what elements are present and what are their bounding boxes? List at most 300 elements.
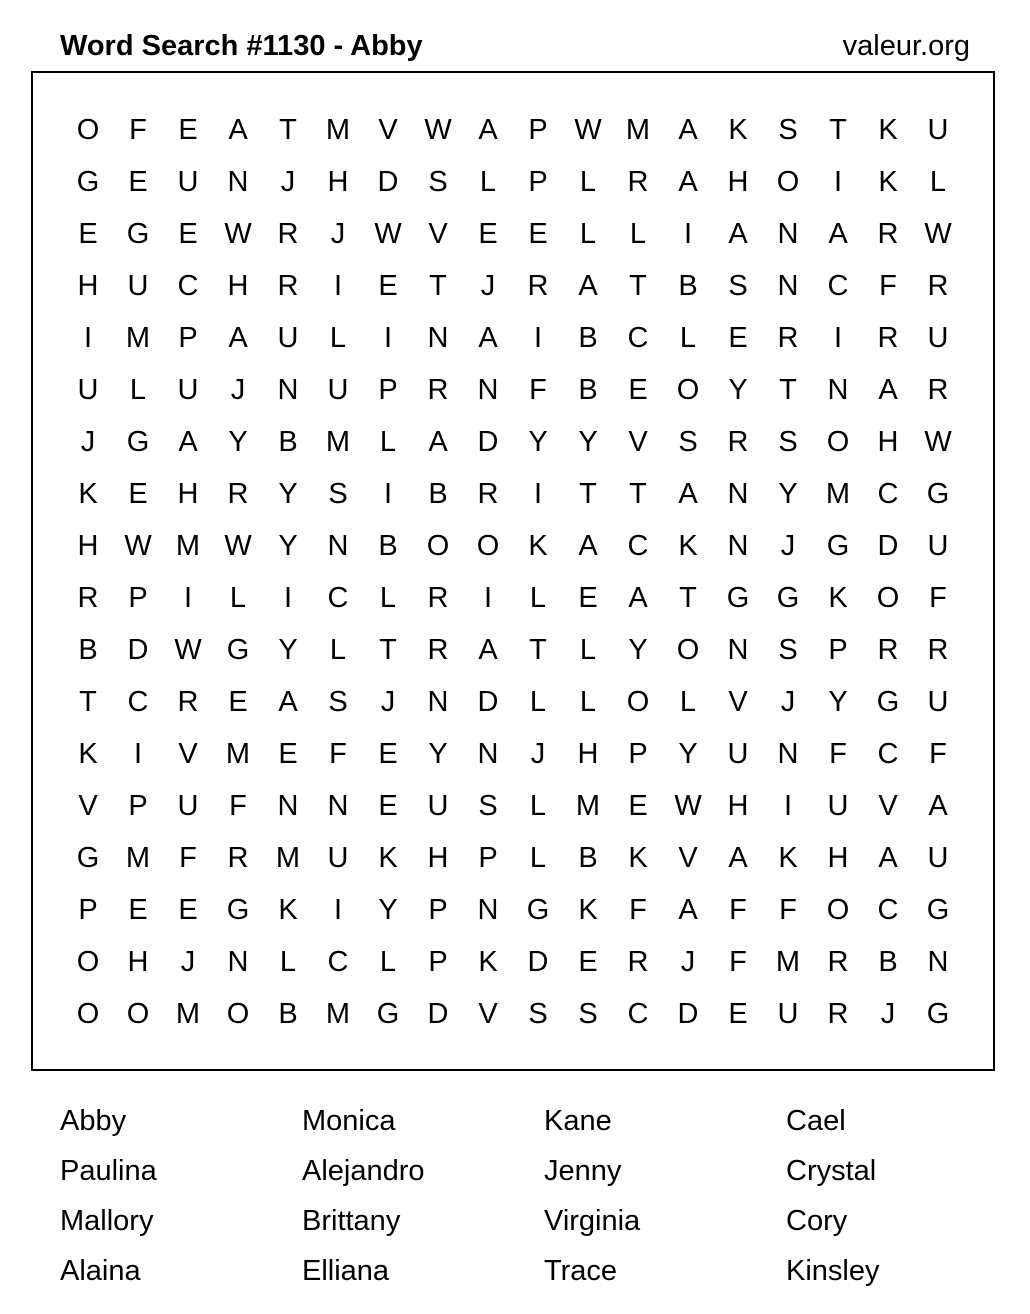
grid-cell: F	[229, 789, 247, 822]
grid-cell: Y	[678, 737, 698, 770]
word-list-item: Elliana	[302, 1255, 390, 1287]
grid-cell: G	[126, 425, 150, 458]
grid-cell: R	[927, 269, 949, 302]
grid-cell: W	[224, 529, 252, 562]
grid-cell: I	[133, 737, 143, 770]
grid-cell: G	[76, 841, 100, 874]
word-list-item: Kinsley	[786, 1255, 880, 1287]
grid-cell: L	[379, 581, 397, 614]
word-list-item: Mallory	[60, 1205, 154, 1237]
grid-cell: D	[677, 997, 699, 1030]
grid-cell: Y	[778, 477, 798, 510]
grid-cell: S	[528, 997, 548, 1030]
grid-cell: E	[628, 373, 648, 406]
grid-cell: Y	[728, 373, 748, 406]
grid-cell: O	[126, 997, 150, 1030]
grid-cell: D	[527, 945, 549, 978]
grid-cell: U	[77, 373, 99, 406]
grid-cell: K	[878, 113, 898, 146]
grid-cell: R	[477, 477, 499, 510]
grid-cell: R	[277, 269, 299, 302]
grid-cell: K	[78, 737, 98, 770]
grid-cell: L	[329, 633, 347, 666]
grid-cell: P	[628, 737, 648, 770]
grid-cell: M	[125, 321, 151, 354]
grid-cell: W	[224, 217, 252, 250]
grid-cell: G	[876, 685, 900, 718]
grid-cell: F	[729, 893, 747, 926]
grid-cell: U	[927, 529, 949, 562]
grid-cell: R	[627, 165, 649, 198]
grid-cell: E	[378, 789, 398, 822]
grid-cell: W	[574, 113, 602, 146]
grid-cell: M	[325, 425, 351, 458]
grid-cell: L	[379, 425, 397, 458]
grid-cell: H	[77, 269, 99, 302]
grid-cell: T	[79, 685, 97, 718]
grid-cell: G	[226, 893, 250, 926]
grid-cell: H	[727, 165, 749, 198]
grid-cell: I	[533, 321, 543, 354]
grid-cell: U	[927, 841, 949, 874]
grid-cell: C	[327, 581, 349, 614]
grid-cell: C	[877, 477, 899, 510]
grid-cell: R	[877, 321, 899, 354]
grid-cell: G	[926, 477, 950, 510]
grid-cell: K	[678, 529, 698, 562]
grid-cell: E	[478, 217, 498, 250]
grid-cell: O	[76, 945, 100, 978]
grid-cell: L	[529, 581, 547, 614]
grid-cell: G	[226, 633, 250, 666]
grid-cell: L	[579, 217, 597, 250]
grid-cell: A	[478, 113, 498, 146]
grid-cell: B	[78, 633, 98, 666]
grid-cell: D	[427, 997, 449, 1030]
grid-cell: U	[177, 373, 199, 406]
grid-cell: S	[428, 165, 448, 198]
grid-cell: N	[827, 373, 849, 406]
grid-cell: O	[676, 373, 700, 406]
word-list-item: Trace	[544, 1255, 618, 1287]
grid-cell: T	[379, 633, 397, 666]
grid-cell: F	[729, 945, 747, 978]
grid-cell: I	[833, 321, 843, 354]
grid-cell: I	[483, 581, 493, 614]
word-list-item: Alaina	[60, 1255, 141, 1287]
grid-cell: J	[80, 425, 96, 458]
grid-cell: A	[828, 217, 848, 250]
grid-cell: O	[226, 997, 250, 1030]
grid-cell: L	[529, 789, 547, 822]
grid-cell: J	[530, 737, 546, 770]
grid-cell: R	[777, 321, 799, 354]
grid-cell: L	[929, 165, 947, 198]
grid-cell: D	[377, 165, 399, 198]
grid-cell: A	[728, 841, 748, 874]
grid-cell: U	[177, 165, 199, 198]
grid-cell: P	[378, 373, 398, 406]
grid-cell: C	[627, 321, 649, 354]
grid-cell: V	[428, 217, 448, 250]
grid-cell: I	[83, 321, 93, 354]
grid-cell: U	[177, 789, 199, 822]
grid-cell: S	[328, 685, 348, 718]
grid-cell: A	[678, 477, 698, 510]
grid-cell: C	[827, 269, 849, 302]
grid-cell: V	[628, 425, 648, 458]
grid-cell: P	[128, 581, 148, 614]
grid-cell: O	[676, 633, 700, 666]
grid-cell: V	[78, 789, 98, 822]
grid-cell: N	[727, 477, 749, 510]
grid-cell: E	[128, 165, 148, 198]
grid-cell: K	[878, 165, 898, 198]
grid-cell: J	[180, 945, 196, 978]
grid-cell: Y	[828, 685, 848, 718]
grid-cell: F	[779, 893, 797, 926]
grid-cell: R	[277, 217, 299, 250]
grid-cell: L	[229, 581, 247, 614]
grid-cell: I	[533, 477, 543, 510]
grid-cell: R	[877, 633, 899, 666]
grid-cell: N	[777, 217, 799, 250]
grid-cell: L	[579, 633, 597, 666]
grid-cell: L	[579, 165, 597, 198]
grid-cell: J	[780, 529, 796, 562]
grid-cell: O	[876, 581, 900, 614]
grid-cell: L	[479, 165, 497, 198]
grid-cell: F	[329, 737, 347, 770]
grid-cell: C	[177, 269, 199, 302]
grid-cell: E	[178, 113, 198, 146]
grid-cell: B	[578, 373, 598, 406]
grid-cell: G	[126, 217, 150, 250]
grid-cell: E	[178, 217, 198, 250]
grid-cell: J	[780, 685, 796, 718]
grid-cell: M	[825, 477, 851, 510]
grid-cell: Y	[278, 633, 298, 666]
grid-cell: G	[926, 893, 950, 926]
grid-cell: N	[477, 373, 499, 406]
grid-cell: W	[174, 633, 202, 666]
grid-cell: P	[428, 893, 448, 926]
grid-cell: O	[426, 529, 450, 562]
grid-cell: Y	[278, 529, 298, 562]
grid-cell: B	[278, 997, 298, 1030]
grid-cell: S	[478, 789, 498, 822]
grid-cell: R	[77, 581, 99, 614]
grid-cell: A	[578, 269, 598, 302]
grid-cell: D	[877, 529, 899, 562]
grid-cell: S	[328, 477, 348, 510]
grid-cell: A	[578, 529, 598, 562]
grid-cell: A	[678, 893, 698, 926]
grid-cell: Y	[228, 425, 248, 458]
grid-cell: H	[177, 477, 199, 510]
grid-cell: W	[374, 217, 402, 250]
grid-cell: T	[429, 269, 447, 302]
grid-cell: E	[528, 217, 548, 250]
grid-cell: T	[779, 373, 797, 406]
word-list	[60, 1096, 1030, 1296]
grid-cell: K	[528, 529, 548, 562]
grid-cell: P	[528, 113, 548, 146]
grid-cell: C	[627, 529, 649, 562]
grid-cell: W	[924, 425, 952, 458]
grid-cell: U	[327, 373, 349, 406]
grid-cell: E	[378, 737, 398, 770]
grid-cell: N	[477, 893, 499, 926]
grid-cell: G	[826, 529, 850, 562]
grid-cell: N	[277, 373, 299, 406]
grid-cell: B	[428, 477, 448, 510]
grid-cell: T	[279, 113, 297, 146]
grid-cell: Y	[628, 633, 648, 666]
grid-cell: K	[728, 113, 748, 146]
grid-cell: R	[827, 945, 849, 978]
grid-cell: R	[627, 945, 649, 978]
grid-cell: V	[728, 685, 748, 718]
grid-cell: W	[124, 529, 152, 562]
grid-cell: H	[327, 165, 349, 198]
grid-cell: S	[678, 425, 698, 458]
grid-cell: O	[826, 425, 850, 458]
grid-cell: N	[327, 789, 349, 822]
grid-cell: N	[727, 633, 749, 666]
grid-cell: J	[680, 945, 696, 978]
grid-cell: R	[177, 685, 199, 718]
grid-cell: J	[380, 685, 396, 718]
grid-cell: I	[383, 321, 393, 354]
grid-cell: A	[228, 113, 248, 146]
grid-cell: S	[778, 633, 798, 666]
grid-cell: R	[227, 841, 249, 874]
grid-cell: O	[626, 685, 650, 718]
grid-cell: V	[478, 997, 498, 1030]
grid-cell: T	[679, 581, 697, 614]
grid-cell: F	[629, 893, 647, 926]
grid-cell: H	[127, 945, 149, 978]
grid-cell: T	[829, 113, 847, 146]
grid-cell: M	[275, 841, 301, 874]
grid-cell: U	[427, 789, 449, 822]
grid-cell: S	[728, 269, 748, 302]
grid-cell: R	[427, 581, 449, 614]
grid-cell: E	[228, 685, 248, 718]
page-title: Word Search #1130 - Abby	[60, 30, 423, 62]
grid-cell: G	[526, 893, 550, 926]
grid-cell: N	[777, 737, 799, 770]
word-list-item: Cory	[786, 1205, 848, 1237]
grid-cell: H	[727, 789, 749, 822]
grid-cell: L	[379, 945, 397, 978]
grid-cell: F	[929, 581, 947, 614]
grid-cell: H	[827, 841, 849, 874]
word-list-item: Abby	[60, 1105, 127, 1137]
grid-cell: A	[628, 581, 648, 614]
grid-cell: A	[728, 217, 748, 250]
word-list-item: Virginia	[544, 1205, 641, 1237]
word-list-item: Monica	[302, 1105, 396, 1137]
grid-cell: B	[278, 425, 298, 458]
grid-cell: W	[674, 789, 702, 822]
grid-cell: L	[129, 373, 147, 406]
grid-cell: A	[478, 633, 498, 666]
grid-cell: J	[230, 373, 246, 406]
grid-cell: B	[378, 529, 398, 562]
grid-cell: J	[280, 165, 296, 198]
grid-cell: N	[427, 685, 449, 718]
grid-cell: U	[727, 737, 749, 770]
grid-cell: N	[227, 165, 249, 198]
grid-cell: P	[78, 893, 98, 926]
grid-cell: M	[325, 997, 351, 1030]
grid-cell: O	[76, 997, 100, 1030]
grid-cell: V	[678, 841, 698, 874]
grid-cell: F	[929, 737, 947, 770]
grid-cell: A	[878, 841, 898, 874]
grid-cell: C	[627, 997, 649, 1030]
grid-cell: T	[579, 477, 597, 510]
grid-cell: I	[283, 581, 293, 614]
grid-cell: R	[427, 633, 449, 666]
grid-cell: B	[878, 945, 898, 978]
grid-cell: W	[924, 217, 952, 250]
grid-cell: N	[427, 321, 449, 354]
grid-cell: I	[333, 893, 343, 926]
word-list-item: Jenny	[544, 1155, 622, 1187]
grid-cell: D	[477, 425, 499, 458]
grid-cell: E	[78, 217, 98, 250]
grid-cell: G	[76, 165, 100, 198]
grid-cell: A	[178, 425, 198, 458]
grid-cell: M	[175, 997, 201, 1030]
grid-cell: T	[529, 633, 547, 666]
grid-cell: P	[528, 165, 548, 198]
grid-cell: I	[833, 165, 843, 198]
grid-cell: U	[777, 997, 799, 1030]
grid-cell: R	[927, 633, 949, 666]
grid-cell: U	[827, 789, 849, 822]
grid-cell: A	[228, 321, 248, 354]
grid-cell: U	[927, 685, 949, 718]
word-list-item: Kane	[544, 1105, 612, 1137]
grid-cell: N	[727, 529, 749, 562]
grid-cell: R	[927, 373, 949, 406]
grid-cell: P	[828, 633, 848, 666]
grid-cell: K	[628, 841, 648, 874]
grid-cell: E	[128, 893, 148, 926]
grid-cell: R	[527, 269, 549, 302]
grid-cell: E	[728, 997, 748, 1030]
grid-cell: L	[529, 841, 547, 874]
grid-cell: R	[877, 217, 899, 250]
grid-cell: D	[477, 685, 499, 718]
grid-cell: H	[77, 529, 99, 562]
grid-cell: E	[578, 581, 598, 614]
word-list-item: Alejandro	[302, 1155, 425, 1187]
grid-cell: M	[575, 789, 601, 822]
grid-cell: F	[129, 113, 147, 146]
grid-cell: I	[683, 217, 693, 250]
grid-cell: K	[278, 893, 298, 926]
grid-cell: A	[878, 373, 898, 406]
grid-cell: C	[127, 685, 149, 718]
grid-cell: R	[727, 425, 749, 458]
grid-cell: A	[428, 425, 448, 458]
grid-cell: G	[776, 581, 800, 614]
grid-cell: Y	[428, 737, 448, 770]
grid-cell: K	[578, 893, 598, 926]
grid-cell: E	[128, 477, 148, 510]
grid-cell: M	[325, 113, 351, 146]
grid-cell: K	[378, 841, 398, 874]
grid-cell: M	[175, 529, 201, 562]
word-list-item: Brittany	[302, 1205, 401, 1237]
grid-cell: P	[478, 841, 498, 874]
grid-cell: E	[178, 893, 198, 926]
grid-cell: H	[877, 425, 899, 458]
grid-cell: M	[775, 945, 801, 978]
grid-cell: N	[927, 945, 949, 978]
word-list-item: Crystal	[786, 1155, 877, 1187]
grid-cell: T	[629, 269, 647, 302]
grid-cell: U	[927, 113, 949, 146]
grid-cell: O	[476, 529, 500, 562]
grid-cell: V	[878, 789, 898, 822]
grid-cell: F	[879, 269, 897, 302]
grid-cell: H	[427, 841, 449, 874]
grid-cell: L	[579, 685, 597, 718]
grid-cell: N	[477, 737, 499, 770]
grid-cell: J	[330, 217, 346, 250]
grid-cell: U	[277, 321, 299, 354]
grid-cell: I	[383, 477, 393, 510]
grid-cell: R	[427, 373, 449, 406]
grid-cell: E	[628, 789, 648, 822]
grid-cell: L	[629, 217, 647, 250]
grid-cell: L	[679, 321, 697, 354]
grid-cell: S	[778, 425, 798, 458]
grid-cell: F	[529, 373, 547, 406]
grid-cell: H	[577, 737, 599, 770]
site-name: valeur.org	[842, 30, 970, 62]
grid-cell: G	[376, 997, 400, 1030]
grid-cell: P	[178, 321, 198, 354]
grid-cell: E	[728, 321, 748, 354]
grid-cell: J	[480, 269, 496, 302]
grid-cell: S	[578, 997, 598, 1030]
grid-cell: M	[125, 841, 151, 874]
grid-cell: Y	[578, 425, 598, 458]
grid-cell: E	[578, 945, 598, 978]
grid-cell: Y	[278, 477, 298, 510]
grid-cell: U	[127, 269, 149, 302]
grid-cell: B	[578, 321, 598, 354]
grid-cell: N	[227, 945, 249, 978]
grid-cell: R	[227, 477, 249, 510]
grid-cell: L	[679, 685, 697, 718]
grid-cell: C	[877, 893, 899, 926]
grid-cell: O	[826, 893, 850, 926]
letter-grid	[63, 104, 963, 1040]
grid-cell: K	[778, 841, 798, 874]
grid-cell: T	[629, 477, 647, 510]
grid-cell: R	[827, 997, 849, 1030]
word-list-item: Cael	[786, 1105, 846, 1137]
grid-cell: N	[327, 529, 349, 562]
